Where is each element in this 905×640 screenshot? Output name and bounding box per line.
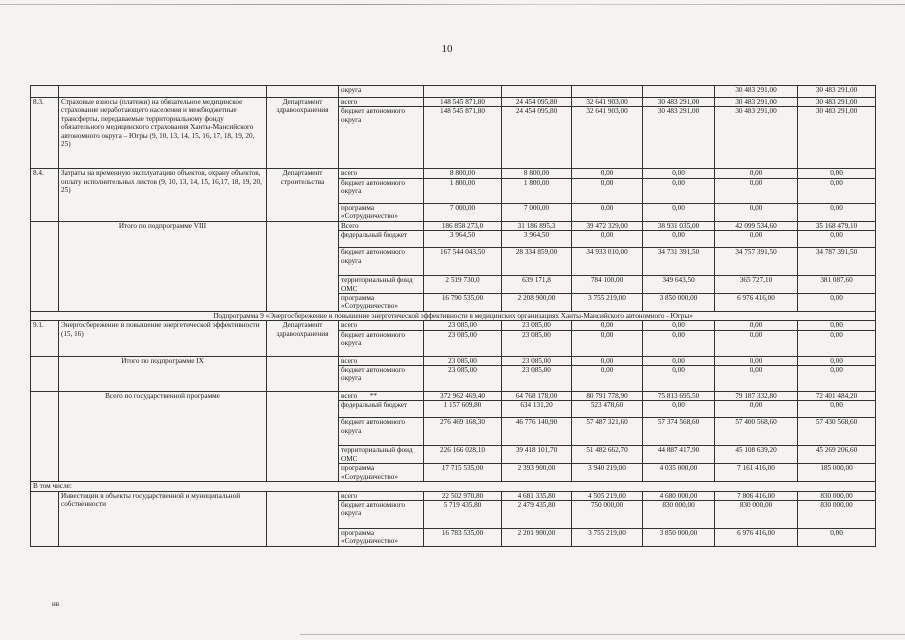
table-row: бюджет автономного округа 1 800,00 1 800,00 0,00 0,00 0,00 0,00 [31, 178, 876, 203]
page-number: 10 [441, 43, 453, 55]
table-row: округа 30 483 291,00 30 483 291,00 [31, 86, 876, 98]
table-row: бюджет автономного округа 23 085,00 23 085,00 0,00 0,00 0,00 0,00 [31, 366, 876, 392]
table-row: федеральный бюджет 1 157 609,80 634 131,20 523 478,60 0,00 0,00 0,00 [31, 401, 876, 418]
scan-edge-top [0, 4, 905, 5]
table-row: Инвестиции в объекты государственной и муниципальной собственности всего 22 502 970,80 4 681 335,80 4 505 219,00 4 680 000,00 7 806 416,00 830 000,00 [31, 491, 876, 500]
measure-name: Энергосбережение и повышение энергетической эффективности (15, 16) [59, 321, 267, 356]
table-row: федеральный бюджет 3 964,50 3 964,50 0,00 0,00 0,00 0,00 [31, 231, 876, 248]
table-row: 8.3. Страховые взносы (платежи) на обязательное медицинское страхование неработающего населения и межбюджетные трансферты, передаваемые территориальному фонду обязательного медицинского страхования Ханты-Мансийского автономного округа – Югры (9, 10, 13, 14, 15, 16, 17, 18, 19, 20, 25) Департамент здравоохранения всего 148 545 871,80 24 454 095,80 32 641 903,00 30 483 291,00 30 483 291,00 30 483 291,00 [31, 98, 876, 107]
department: Департамент строительства [267, 169, 339, 221]
table-row: Всего по государственной программе всего ** 372 962 469,40 64 768 178,00 80 791 778,90 75 813 695,50 79 187 332,80 72 401 484,20 [31, 392, 876, 401]
table-row: территориальный фонд ОМС 226 166 028,10 39 418 101,70 51 482 662,70 44 887 417,90 45 108 639,20 45 269 206,60 [31, 446, 876, 464]
row-number: 8.3. [31, 98, 59, 169]
source-cell: округа [339, 86, 424, 98]
table-row: 9.1. Энергосбережение и повышение энергетической эффективности (15, 16) Департамент здравоохранения всего 23 085,00 23 085,00 0,00 0,00 0,00 0,00 [31, 321, 876, 330]
budget-table [30, 85, 876, 547]
table-row: программа «Сотрудничество» 17 715 535,00 2 393 900,00 3 940 219,00 4 035 000,00 7 161 416,00 185 000,00 [31, 464, 876, 482]
table-row: бюджет автономного округа 5 719 435,80 2 479 435,80 750 000,00 830 000,00 830 000,00 830 000,00 [31, 500, 876, 528]
grand-total-label: Всего по государственной программе [59, 392, 267, 482]
in-that-number-label: В том числе: [31, 482, 876, 491]
table-row [31, 311, 876, 320]
measure-name: Затраты на временную эксплуатацию объектов, охрану объектов, оплату исполнительных листов (9, 10, 13, 14, 15, 16,17, 18, 19, 20, 25) [59, 169, 267, 221]
row-number: 8.4. [31, 169, 59, 221]
department: Департамент здравоохранения [267, 321, 339, 356]
table-row: программа «Сотрудничество» 7 000,00 7 000,00 0,00 0,00 0,00 0,00 [31, 203, 876, 221]
subprogram-header: Подпрограмма 9 «Энергосбережение и повышение энергетической эффективности в медицинских организациях Ханты-Мансийского автономного - Югры» [31, 311, 876, 320]
footnote-mark: ** [369, 392, 377, 401]
department: Департамент здравоохранения [267, 98, 339, 169]
table-row: программа «Сотрудничество» 16 783 535,00 2 201 900,00 3 755 219,00 3 850 000,00 6 976 416,00 0,00 [31, 528, 876, 546]
footer-mark: нв [52, 600, 60, 608]
table-row: 8.4. Затраты на временную эксплуатацию объектов, охрану объектов, оплату исполнительных листов (9, 10, 13, 14, 15, 16,17, 18, 19, 20, 25) Департамент строительства всего 8 800,00 8 800,00 0,00 0,00 0,00 0,00 [31, 169, 876, 178]
table-row: территориальный фонд ОМС 2 519 730,0 639 171,8 784 100,00 349 643,50 365 727,10 381 087,60 [31, 276, 876, 294]
table-row: бюджет автономного округа 148 545 871,80 24 454 095,80 32 641 903,00 30 483 291,00 30 483 291,00 30 483 291,00 [31, 107, 876, 169]
table-row: бюджет автономного округа 167 544 043,50 28 334 859,00 34 933 010,00 34 731 391,50 34 757 391,50 34 787 391,50 [31, 248, 876, 276]
scan-edge-bottom [300, 634, 905, 635]
table-row: бюджет автономного округа 23 085,00 23 085,00 0,00 0,00 0,00 0,00 [31, 330, 876, 356]
table-row: Итого по подпрограмме VIII Всего 186 858 273,0 31 186 895,3 39 472 329,00 38 931 035,00 42 099 534,60 35 168 479,10 [31, 221, 876, 230]
investment-label: Инвестиции в объекты государственной и муниципальной собственности [59, 491, 267, 546]
measure-name: Страховые взносы (платежи) на обязательное медицинское страхование неработающего населения и межбюджетные трансферты, передаваемые территориальному фонду обязательного медицинского страхования Ханты-Мансийского автономного округа – Югры (9, 10, 13, 14, 15, 16, 17, 18, 19, 20, 25) [59, 98, 267, 169]
row-number: 9.1. [31, 321, 59, 356]
table-row [31, 482, 876, 491]
subtotal-label: Итого по подпрограмме IX [59, 356, 267, 391]
table-row: программа «Сотрудничество» 16 790 535,00 2 208 900,00 3 755 219,00 3 850 000,00 6 976 416,00 0,00 [31, 294, 876, 312]
subtotal-label: Итого по подпрограмме VIII [59, 221, 267, 311]
table-row: бюджет автономного округа 276 469 168,30 46 776 140,90 57 487 321,60 57 374 568,60 57 400 568,60 57 430 568,60 [31, 418, 876, 446]
table-row: Итого по подпрограмме IX всего 23 085,00 23 085,00 0,00 0,00 0,00 0,00 [31, 356, 876, 365]
